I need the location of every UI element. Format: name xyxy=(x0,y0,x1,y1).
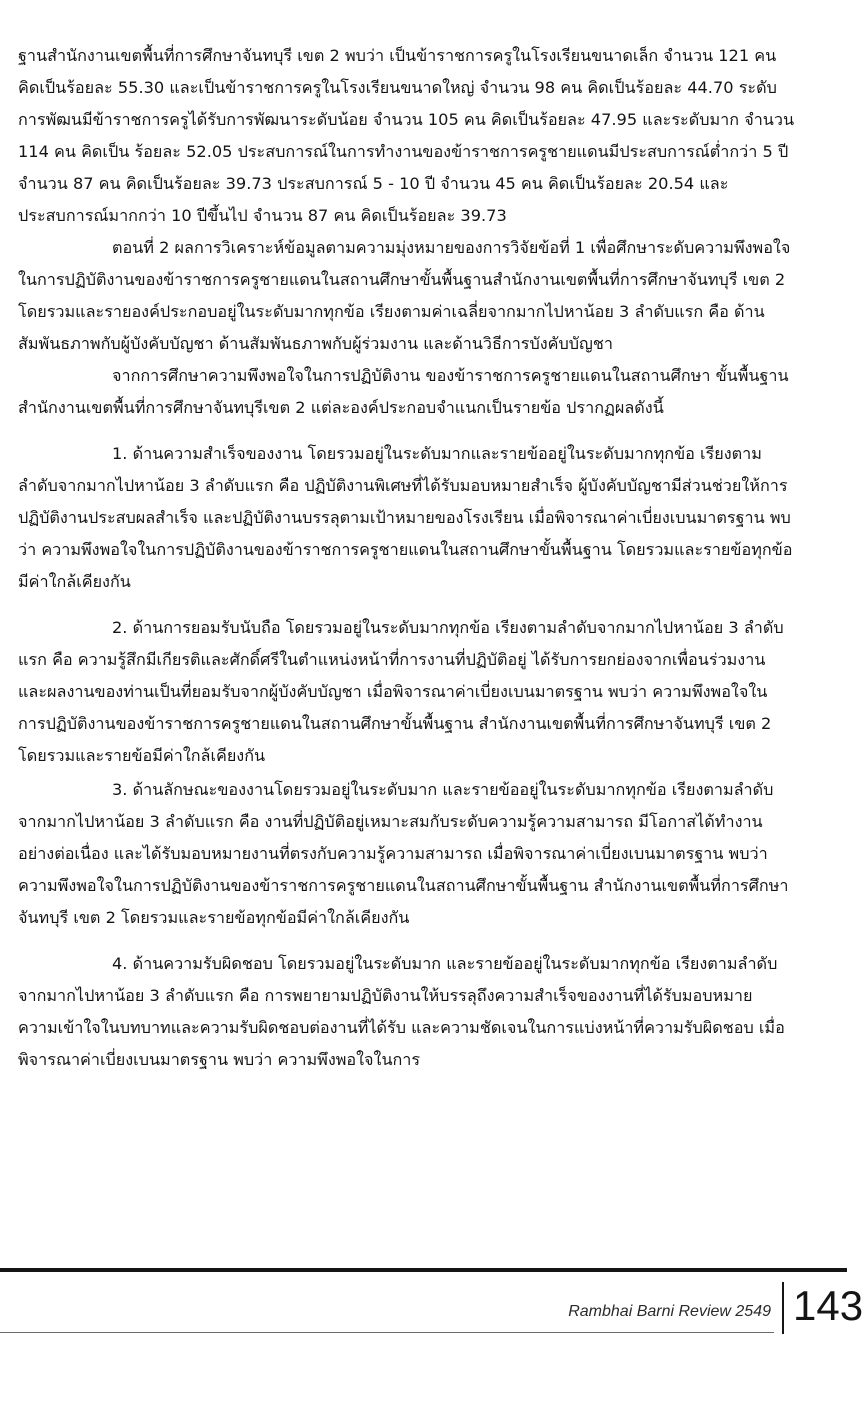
paragraph-item-3-work-nature: 3. ด้านลักษณะของงานโดยรวมอยู่ในระดับมาก และรายข้ออยู่ในระดับมากทุกข้อ เรียงตามลำดับจากมากไปหาน้อย 3 ลำดับแรก คือ งานที่ปฏิบัติอยู่เหมาะสมกับระดับความรู้ความสามารถ มีโอกาสได้ทำงานอย่างต่อเนื่อง และได้รับมอบหมายงานที่ตรงกับความรู้ความสามารถ เมื่อพิจารณาค่าเบี่ยงเบนมาตรฐาน พบว่า ความพึงพอใจในการปฏิบัติงานของข้าราชการครูชายแดนในสถานศึกษาขั้นพื้นฐาน สำนักงานเขตพื้นที่การศึกษาจันทบุรี เขต 2 โดยรวมและรายข้อทุกข้อมีค่าใกล้เคียงกัน xyxy=(18,780,789,927)
page-number-divider xyxy=(782,1282,784,1334)
article-body xyxy=(18,40,794,1076)
page-number: 143 xyxy=(793,1282,863,1329)
journal-title: Rambhai Barni Review 2549 xyxy=(568,1303,771,1320)
paragraph-item-4-responsibility: 4. ด้านความรับผิดชอบ โดยรวมอยู่ในระดับมาก และรายข้ออยู่ในระดับมากทุกข้อ เรียงตามลำดับจากมากไปหาน้อย 3 ลำดับแรก คือ การพยายามปฏิบัติงานให้บรรลุถึงความสำเร็จของงานที่ได้รับมอบหมาย ความเข้าใจในบทบาทและความรับผิดชอบต่องานที่ได้รับ และความชัดเจนในการแบ่งหน้าที่ความรับผิดชอบ เมื่อพิจารณาค่าเบี่ยงเบนมาตรฐาน พบว่า ความพึงพอใจในการ xyxy=(18,954,785,1069)
paragraph-demographics: ฐานสำนักงานเขตพื้นที่การศึกษาจันทบุรี เขต 2 พบว่า เป็นข้าราชการครูในโรงเรียนขนาดเล็ก จำนวน 121 คน คิดเป็นร้อยละ 55.30 และเป็นข้าราชการครูในโรงเรียนขนาดใหญ่ จำนวน 98 คน คิดเป็นร้อยละ 44.70 ระดับการพัฒนมีข้าราชการครูได้รับการพัฒนาระดับน้อย จำนวน 105 คน คิดเป็นร้อยละ 47.95 และระดับมาก จำนวน 114 คน คิดเป็น ร้อยละ 52.05 ประสบการณ์ในการทำงานของข้าราชการครูชายแดนมีประสบการณ์ต่ำกว่า 5 ปี จำนวน 87 คน คิดเป็นร้อยละ 39.73 ประสบการณ์ 5 - 10 ปี จำนวน 45 คน คิดเป็นร้อยละ 20.54 และประสบการณ์มากกว่า 10 ปีขึ้นไป จำนวน 87 คน คิดเป็นร้อยละ 39.73 xyxy=(18,46,795,225)
footer-underline xyxy=(0,1332,774,1333)
paragraph-item-1-achievement: 1. ด้านความสำเร็จของงาน โดยรวมอยู่ในระดับมากและรายข้ออยู่ในระดับมากทุกข้อ เรียงตามลำดับจากมากไปหาน้อย 3 ลำดับแรก คือ ปฏิบัติงานพิเศษที่ได้รับมอบหมายสำเร็จ ผู้บังคับบัญชามีส่วนช่วยให้การปฏิบัติงานประสบผลสำเร็จ และปฏิบัติงานบรรลุตามเป้าหมายของโรงเรียน เมื่อพิจารณาค่าเบี่ยงเบนมาตรฐาน พบว่า ความพึงพอใจในการปฏิบัติงานของข้าราชการครูชายแดนในสถานศึกษาขั้นพื้นฐาน โดยรวมและรายข้อทุกข้อมีค่าใกล้เคียงกัน xyxy=(18,444,793,591)
paragraph-itemized-intro: จากการศึกษาความพึงพอใจในการปฏิบัติงาน ของข้าราชการครูชายแดนในสถานศึกษา ขั้นพื้นฐาน สำนักงานเขตพื้นที่การศึกษาจันทบุรีเขต 2 แต่ละองค์ประกอบจำแนกเป็นรายข้อ ปรากฏผลดังนี้ xyxy=(18,366,789,417)
footer-rule xyxy=(0,1268,847,1272)
paragraph-part-2-summary: ตอนที่ 2 ผลการวิเคราะห์ข้อมูลตามความมุ่งหมายของการวิจัยข้อที่ 1 เพื่อศึกษาระดับความพึงพอใจในการปฏิบัติงานของข้าราชการครูชายแดนในสถานศึกษาขั้นพื้นฐานสำนักงานเขตพื้นที่การศึกษาจันทบุรี เขต 2 โดยรวมและรายองค์ประกอบอยู่ในระดับมากทุกข้อ เรียงตามค่าเฉลี่ยจากมากไปหาน้อย 3 ลำดับแรก คือ ด้านสัมพันธภาพกับผู้บังคับบัญชา ด้านสัมพันธภาพกับผู้ร่วมงาน และด้านวิธีการบังคับบัญชา xyxy=(18,238,791,353)
paragraph-item-2-recognition: 2. ด้านการยอมรับนับถือ โดยรวมอยู่ในระดับมากทุกข้อ เรียงตามลำดับจากมากไปหาน้อย 3 ลำดับแรก คือ ความรู้สึกมีเกียรติและศักดิ์ศรีในตำแหน่งหน้าที่การงานที่ปฏิบัติอยู่ ได้รับการยกย่องจากเพื่อนร่วมงาน และผลงานของท่านเป็นที่ยอมรับจากผู้บังคับบัญชา เมื่อพิจารณาค่าเบี่ยงเบนมาตรฐาน พบว่า ความพึงพอใจในการปฏิบัติงานของข้าราชการครูชายแดนในสถานศึกษาขั้นพื้นฐาน สำนักงานเขตพื้นที่การศึกษาจันทบุรี เขต 2 โดยรวมและรายข้อมีค่าใกล้เคียงกัน xyxy=(18,618,784,765)
